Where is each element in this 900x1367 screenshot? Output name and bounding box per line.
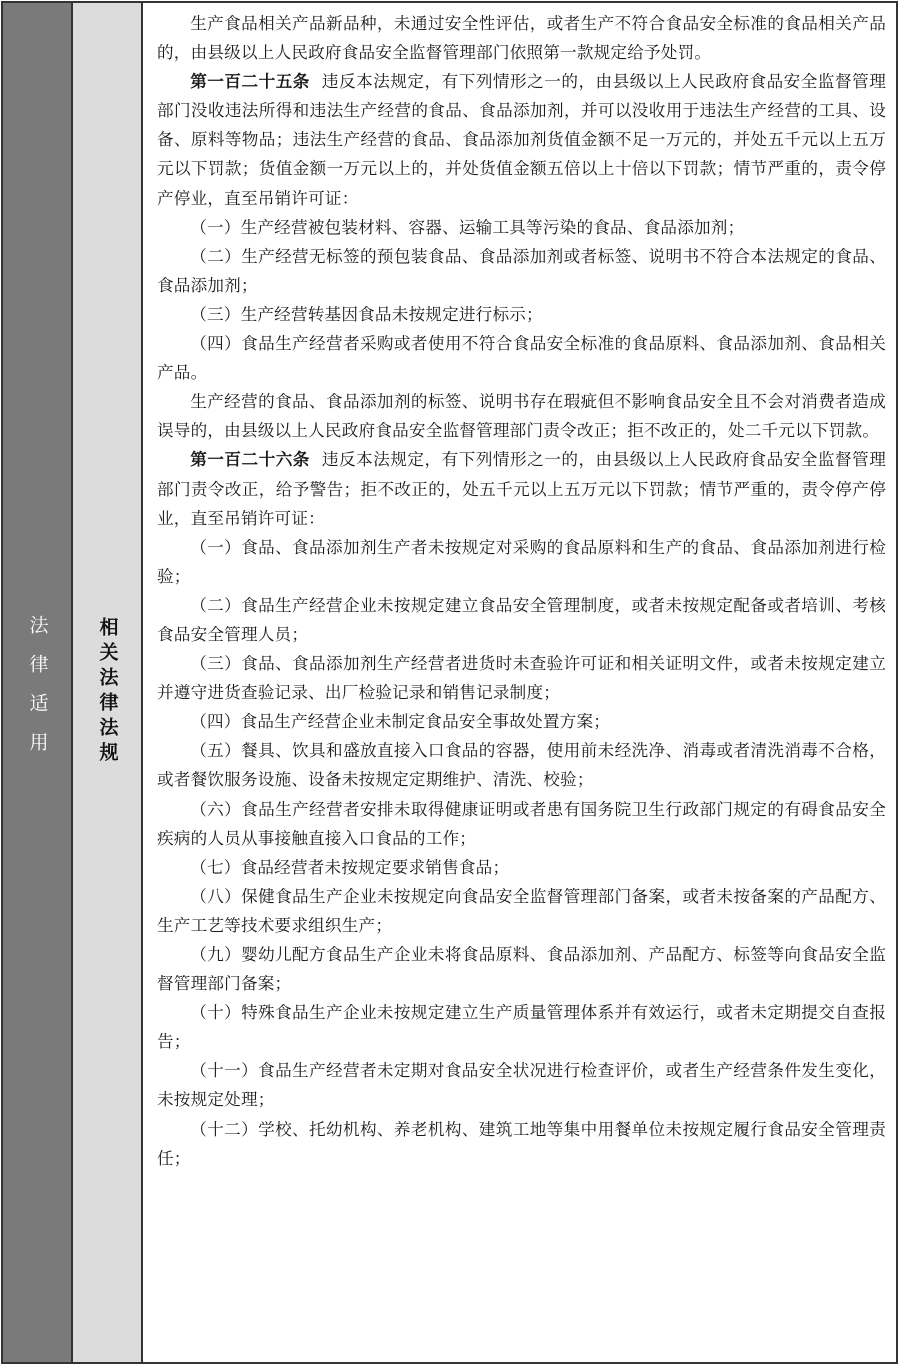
paragraph-text: （六）食品生产经营者安排未取得健康证明或者患有国务院卫生行政部门规定的有碍食品安全疾病的人员从事接触直接入口食品的工作； (157, 799, 886, 848)
clause-paragraph (157, 9, 886, 67)
paragraph-text: 违反本法规定，有下列情形之一的，由县级以上人民政府食品安全监督管理部门没收违法所得和违法生产经营的食品、食品添加剂，并可以没收用于违法生产经营的工具、设备、原料等物品；违法生产经营的食品、食品添加剂货值金额不足一万元的，并处五千元以上五万元以下罚款；货值金额一万元以上的，并处货值金额五倍以上十倍以下罚款；情节严重的，责令停产停业，直至吊销许可证： (157, 72, 886, 208)
clause-paragraph (157, 213, 886, 242)
clause-paragraph (157, 300, 886, 329)
clause-paragraph (157, 1056, 886, 1114)
paragraph-text: 生产食品相关产品新品种，未通过安全性评估，或者生产不符合食品安全标准的食品相关产品的，由县级以上人民政府食品安全监督管理部门依照第一款规定给予处罚。 (157, 14, 886, 63)
category-label: 法律适用 (26, 614, 49, 771)
clause-paragraph (157, 387, 886, 445)
article-number: 第一百二十五条 (190, 72, 310, 92)
clause-paragraph (157, 998, 886, 1056)
law-content (143, 3, 896, 1362)
paragraph-text: （一）生产经营被包装材料、容器、运输工具等污染的食品、食品添加剂； (190, 217, 745, 237)
paragraph-text: （十）特殊食品生产企业未按规定建立生产质量管理体系并有效运行，或者未定期提交自查报告； (157, 1003, 886, 1052)
subcategory-column (73, 3, 143, 1362)
clause-paragraph (157, 795, 886, 853)
clause-paragraph (157, 329, 886, 387)
clause-paragraph (157, 242, 886, 300)
clause-paragraph (157, 736, 886, 794)
paragraph-text: （五）餐具、饮具和盛放直接入口食品的容器，使用前未经洗净、消毒或者清洗消毒不合格，或者餐饮服务设施、设备未按规定定期维护、清洗、校验； (157, 741, 886, 790)
clause-paragraph (157, 591, 886, 649)
paragraph-text: （二）生产经营无标签的预包装食品、食品添加剂或者标签、说明书不符合本法规定的食品、食品添加剂； (157, 246, 886, 295)
paragraph-text: 生产经营的食品、食品添加剂的标签、说明书存在瑕疵但不影响食品安全且不会对消费者造成误导的，由县级以上人民政府食品安全监督管理部门责令改正；拒不改正的，处二千元以下罚款。 (157, 392, 886, 441)
paragraph-text: （十一）食品生产经营者未定期对食品安全状况进行检查评价，或者生产经营条件发生变化，未按规定处理； (157, 1061, 886, 1110)
paragraph-text: （三）食品、食品添加剂生产经营者进货时未查验许可证和相关证明文件，或者未按规定建立并遵守进货查验记录、出厂检验记录和销售记录制度； (157, 654, 886, 703)
paragraph-text: （九）婴幼儿配方食品生产企业未将食品原料、食品添加剂、产品配方、标签等向食品安全监督管理部门备案； (157, 945, 886, 994)
clause-paragraph (157, 853, 886, 882)
paragraph-text: （二）食品生产经营企业未按规定建立食品安全管理制度，或者未按规定配备或者培训、考核食品安全管理人员； (157, 595, 886, 644)
clause-paragraph (157, 533, 886, 591)
paragraph-text: 违反本法规定，有下列情形之一的，由县级以上人民政府食品安全监督管理部门责令改正，给予警告；拒不改正的，处五千元以上五万元以下罚款；情节严重的，责令停产停业，直至吊销许可证： (157, 450, 886, 528)
paragraph-text: （三）生产经营转基因食品未按规定进行标示； (190, 304, 543, 324)
paragraph-text: （八）保健食品生产企业未按规定向食品安全监督管理部门备案，或者未按备案的产品配方、生产工艺等技术要求组织生产； (157, 886, 886, 935)
law-table (1, 1, 898, 1364)
paragraph-text: （一）食品、食品添加剂生产者未按规定对采购的食品原料和生产的食品、食品添加剂进行检验； (157, 537, 886, 586)
category-column (3, 3, 73, 1362)
clause-paragraph (157, 882, 886, 940)
paragraph-text: （七）食品经营者未按规定要求销售食品； (190, 857, 510, 877)
clause-paragraph (157, 940, 886, 998)
clause-paragraph (157, 649, 886, 707)
article-paragraph (157, 67, 886, 212)
paragraph-text: （四）食品生产经营者采购或者使用不符合食品安全标准的食品原料、食品添加剂、食品相关产品。 (157, 334, 886, 383)
article-paragraph (157, 445, 886, 532)
subcategory-label: 相关法律法规 (96, 616, 119, 767)
paragraph-text: （四）食品生产经营企业未制定食品安全事故处置方案； (190, 712, 611, 732)
clause-paragraph (157, 1115, 886, 1173)
paragraph-text: （十二）学校、托幼机构、养老机构、建筑工地等集中用餐单位未按规定履行食品安全管理责任； (157, 1119, 886, 1168)
clause-paragraph (157, 707, 886, 736)
article-number: 第一百二十六条 (190, 450, 310, 470)
